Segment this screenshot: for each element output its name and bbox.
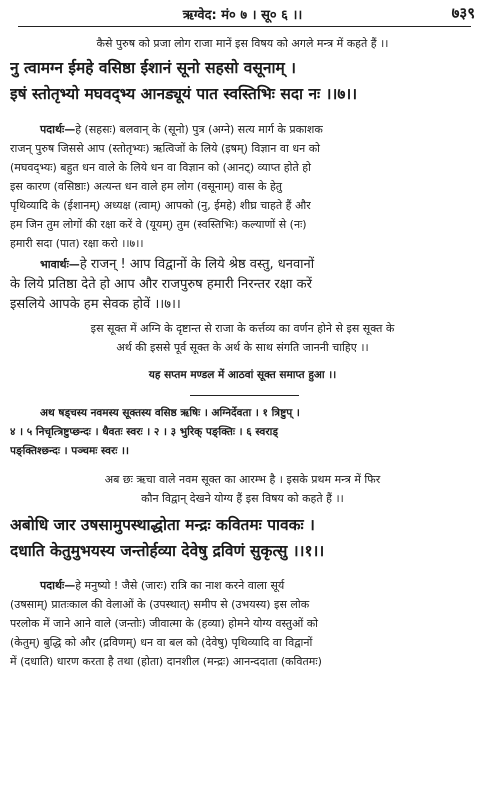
padartha-7-line-2: राजन् पुरुष जिससे आप (स्तोतृभ्यः) ऋत्विजों के लिये (इषम्) विज्ञान वा धन को [10,142,320,155]
mantra-7-line-2: इषं स्तोतृभ्यो मघवद्भ्य आनड्यूयं पात स्वस्तिभिः सदा नः ।।७।। [10,85,358,103]
padartha-label-2: पदार्थः— [40,579,76,592]
mantra-7 [10,55,475,107]
padartha-7-line-3: (मघवद्भ्यः) बहुत धन वाले के लिये धन वा विज्ञान को (आनट्) व्याप्त होते हो [10,161,311,174]
section-divider [190,395,299,396]
padartha-1-line-5: में (दधाति) धारण करता है तथा (होता) दानशील (मन्द्रः) आनन्ददाता (कवितमः) [10,655,322,668]
padartha-7 [10,120,475,253]
mantra-7-line-1: नु त्वामग्न ईमहे वसिष्ठा ईशानं सूनो सहसो वसूनाम् । [10,59,297,77]
padartha-1-line-2: (उषसाम्) प्रातःकाल की वेलाओं के (उपस्थात्) समीप से (उभयस्य) इस लोक [10,598,310,611]
bhavartha-7-line-1: भावार्थः—हे राजन् ! आप विद्वानों के लिये श्रेष्ठ वस्तु, धनवानों [40,257,315,272]
padartha-7-line-6: हम जिन तुम लोगों की रक्षा करें वे (यूयम्) तुम (स्वस्तिभिः) कल्याणों से (नः) [10,218,307,231]
sukta-intro-line-3: पङ्क्तिश्छन्दः । पञ्चमः स्वरः ।। [10,445,129,457]
colophon: यह सप्तम मण्डल में आठवां सूक्त समाप्त हुआ ।। [148,369,337,381]
sukta-intro-line-2: ४ । ५ निचृत्त्रिष्टुप्छन्दः । धैवतः स्वरः । २ । ३ भुरिक् पङ्क्तिः । ६ स्वराड् [10,426,278,438]
intro-2 [10,470,475,508]
padartha-1-line-1: पदार्थः—हे मनुष्यो ! जैसे (जारः) रात्रि का नाश करने वाला सूर्य [40,579,285,592]
bhavartha-7-line-2: के लिये प्रतिष्ठा देते हो आप और राजपुरुष हमारी निरन्तर रक्षा करें [10,277,312,292]
running-title: ऋग्वेद: मं० ७ । सू० ६ ।। [182,8,303,23]
bhavartha-label: भावार्थः— [40,258,80,271]
bhavartha-7-line-3: इसलिये आपके हम सेवक होवें ।।७।। [10,297,181,312]
header-rule [18,26,471,27]
intro-2-line-2: कौन विद्वान् देखने योग्य हैं इस विषय को कहते हैं ।। [141,492,344,505]
page-number: ७३९ [451,4,475,22]
summary [10,319,475,357]
intro-line: कैसे पुरुष को प्रजा लोग राजा मानें इस विषय को अगले मन्त्र में कहते हैं ।। [96,37,389,50]
page-header [10,3,475,25]
bhavartha-7 [10,255,475,315]
mantra-1-line-1: अबोधि जार उषसामुपस्थाद्धोता मन्द्रः कवितमः पावकः । [10,516,315,534]
padartha-7-line-1: पदार्थः—हे (सहसः) बलवान् के (सूनो) पुत्र (अग्ने) सत्य मार्ग के प्रकाशक [40,123,323,136]
mantra-1 [10,512,475,564]
sukta-intro [10,404,475,461]
mantra-1-line-2: दधाति केतुमुभयस्य जन्तोर्हव्या देवेषु द्रविणं सुकृत्सु ।।१।। [10,542,325,560]
padartha-7-line-7: हमारी सदा (पात) रक्षा करो ।।७।। [10,237,144,250]
padartha-1-line-4: (केतुम्) बुद्धि को और (द्रविणम्) धन वा बल को (देवेषु) पृथिव्यादि वा विद्वानों [10,636,313,649]
padartha-7-line-5: पृथिव्यादि के (ईशानम्) अध्यक्ष (त्वाम्) आपको (नु, ईमहे) शीघ्र चाहते हैं और [10,199,311,212]
colophon-block [10,366,475,384]
intro-2-line-1: अब छः ऋचा वाले नवम सूक्त का आरम्भ है । इसके प्रथम मन्त्र में फिर [104,473,381,486]
padartha-1-line-3: परलोक में जाने आने वाले (जन्तोः) जीवात्मा के (हव्या) होमने योग्य वस्तुओं को [10,617,319,630]
sukta-intro-line-1: अथ षड्चस्य नवमस्य सूक्तस्य वसिष्ठ ऋषिः । अग्निर्देवता । १ त्रिष्टुप् । [40,407,300,419]
summary-line-2: अर्थ की इससे पूर्व सूक्त के अर्थ के साथ संगति जाननी चाहिए ।। [116,341,369,354]
summary-line-1: इस सूक्त में अग्नि के दृष्टान्त से राजा के कर्त्तव्य का वर्णन होने से इस सूक्त के [90,322,395,335]
padartha-label: पदार्थः— [40,123,76,136]
padartha-7-line-4: इस कारण (वसिष्ठाः) अत्यन्त धन वाले हम लोग (वसूनाम्) वास के हेतु [10,180,283,193]
intro-line-block [10,34,475,53]
padartha-1 [10,576,475,671]
